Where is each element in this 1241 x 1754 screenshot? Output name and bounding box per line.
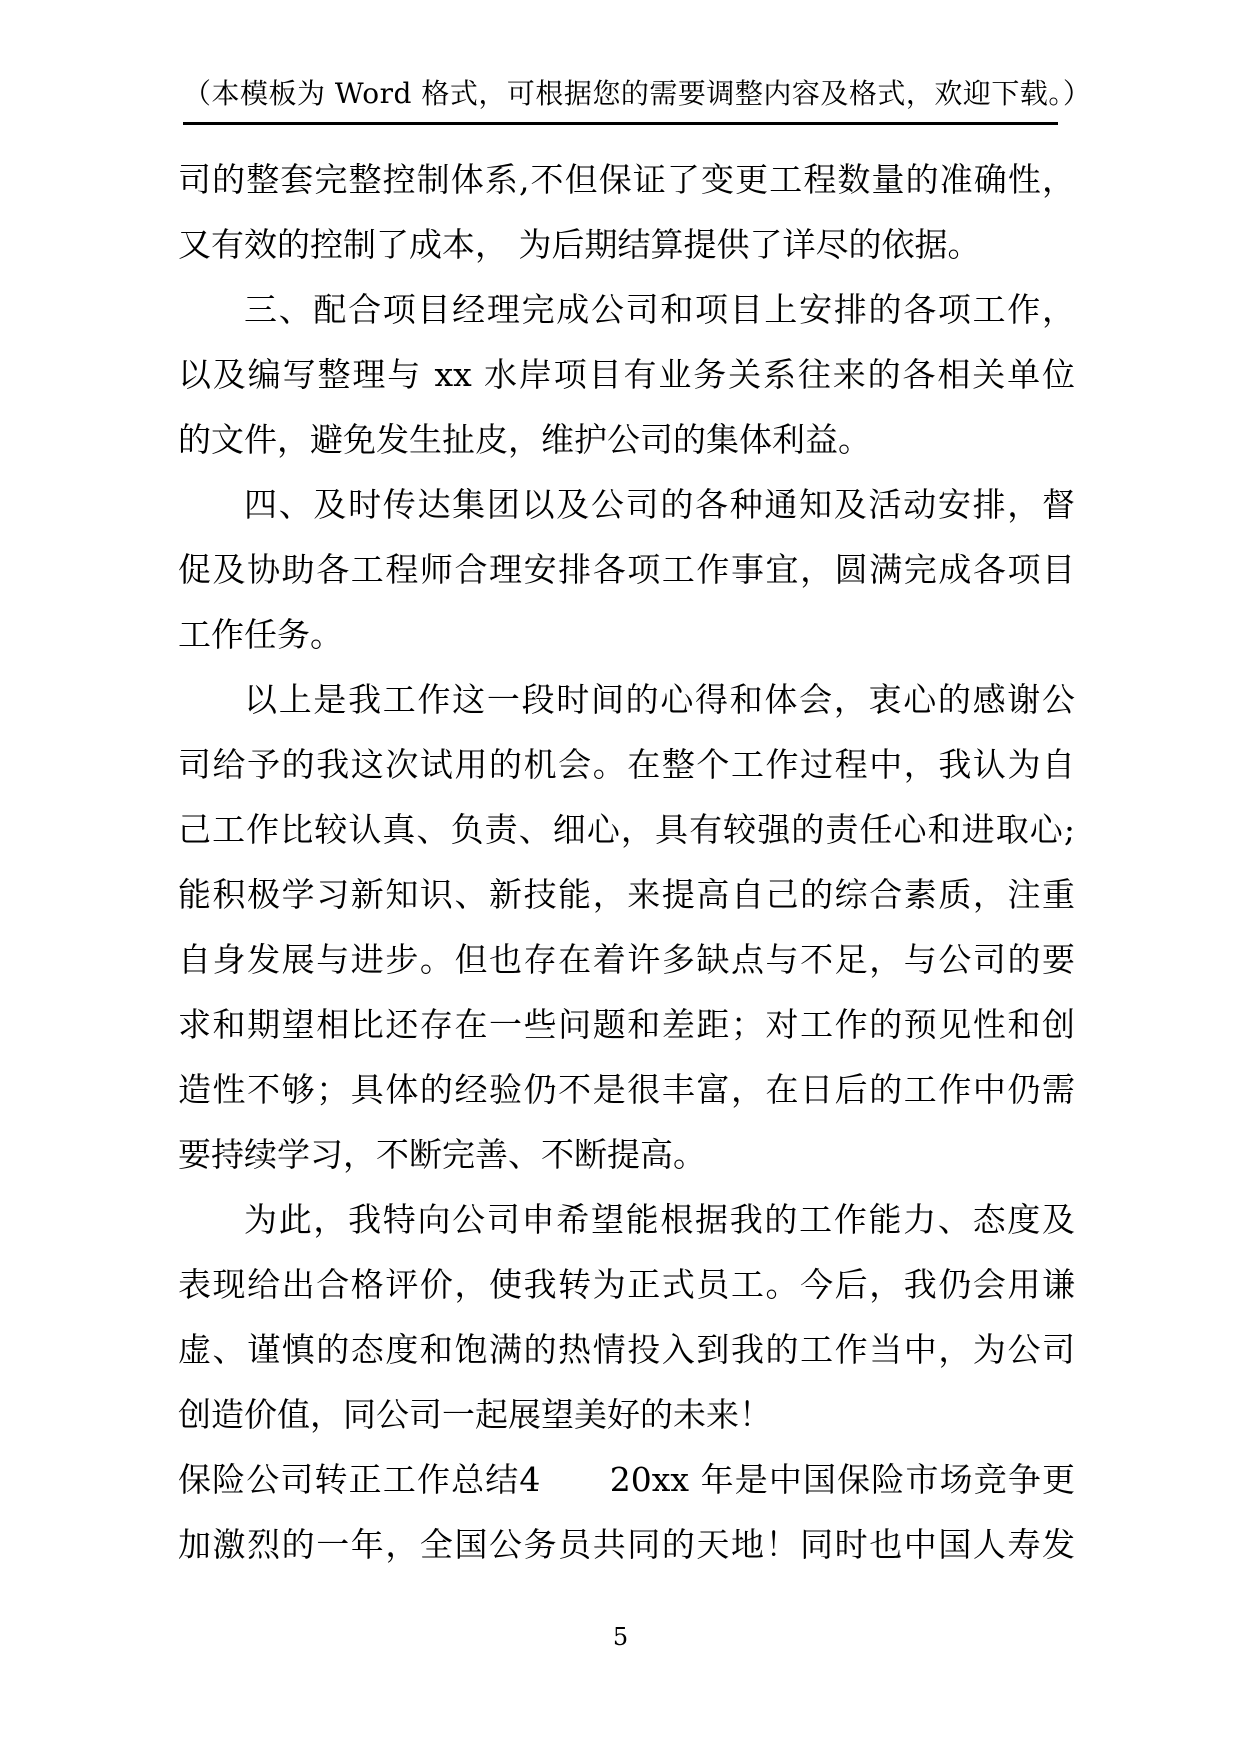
text-line: 为此，我特向公司申希望能根据我的工作能力、态度及 (244, 1200, 1075, 1239)
text-line: 加激烈的一年，全国公务员共同的天地！同时也中国人寿发 (178, 1525, 1075, 1564)
text-line: 司的整套完整控制体系,不但保证了变更工程数量的准确性， (178, 160, 1075, 199)
header-note: （本模板为 Word 格式，可根据您的需要调整内容及格式，欢迎下载。） (183, 74, 1058, 125)
text-line: 工作任务。 (178, 615, 343, 654)
text-line: 要持续学习，不断完善、不断提高。 (178, 1135, 706, 1174)
page-footer (0, 1622, 1241, 1652)
page-number: 5 (612, 1623, 629, 1651)
text-line: 创造价值，同公司一起展望美好的未来！ (178, 1395, 772, 1434)
text-line: 的文件，避免发生扯皮，维护公司的集体利益。 (178, 420, 871, 459)
text-line: 造性不够；具体的经验仍不是很丰富，在日后的工作中仍需 (178, 1070, 1075, 1109)
text-line: 以上是我工作这一段时间的心得和体会，衷心的感谢公 (244, 680, 1075, 719)
text-line: 司给予的我这次试用的机会。在整个工作过程中，我认为自 (178, 745, 1075, 784)
text-line: 保险公司转正工作总结4 20xx 年是中国保险市场竞争更 (178, 1460, 1075, 1499)
text-line: 促及协助各工程师合理安排各项工作事宜，圆满完成各项目 (178, 550, 1075, 589)
text-line: 表现给出合格评价，使我转为正式员工。今后，我仍会用谦 (178, 1265, 1075, 1304)
text-line: 虚、谨慎的态度和饱满的热情投入到我的工作当中，为公司 (178, 1330, 1075, 1369)
text-line: 己工作比较认真、负责、细心，具有较强的责任心和进取心; (178, 810, 1075, 849)
text-line: 自身发展与进步。但也存在着许多缺点与不足，与公司的要 (178, 940, 1075, 979)
text-line: 又有效的控制了成本， 为后期结算提供了详尽的依据。 (178, 225, 981, 264)
text-line: 四、及时传达集团以及公司的各种通知及活动安排，督 (244, 485, 1075, 524)
text-line: 三、配合项目经理完成公司和项目上安排的各项工作， (244, 290, 1075, 329)
text-line: 以及编写整理与 xx 水岸项目有业务关系往来的各相关单位 (178, 355, 1075, 394)
text-line: 求和期望相比还存在一些问题和差距；对工作的预见性和创 (178, 1005, 1075, 1044)
text-line: 能积极学习新知识、新技能，来提高自己的综合素质，注重 (178, 875, 1075, 914)
document-body (178, 147, 1075, 1577)
